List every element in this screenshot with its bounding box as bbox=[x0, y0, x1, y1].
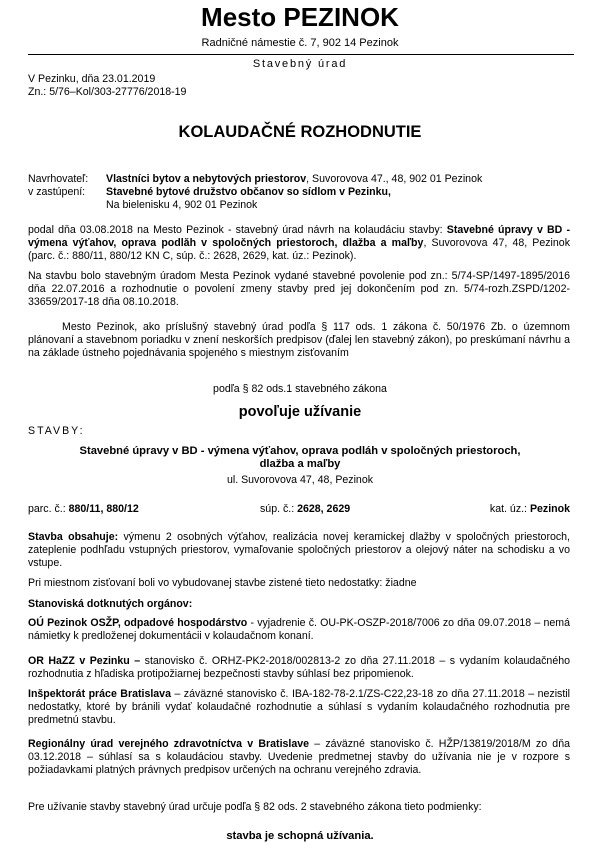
building-name bbox=[0, 445, 600, 471]
opinion-item bbox=[28, 617, 570, 643]
opinion-authority: Inšpektorát práce Bratislava bbox=[28, 688, 171, 700]
office-name: Stavebný úrad bbox=[252, 58, 348, 70]
law-reference: podľa § 82 ods.1 stavebného zákona bbox=[213, 383, 387, 395]
opinion-item bbox=[28, 688, 570, 728]
date-reference bbox=[28, 73, 186, 98]
building-name-line1: Stavebné úpravy v BD - výmena výťahov, oprava podláh v spoločných priestoroch, bbox=[79, 445, 521, 457]
parcel-number bbox=[28, 503, 139, 516]
opinion-authority: OR HaZZ v Pezinku – bbox=[28, 655, 141, 667]
registry-number bbox=[260, 503, 350, 516]
building-name-line2: dlažba a maľby bbox=[259, 458, 341, 471]
representative-address: Na bielenisku 4, 902 01 Pezinok bbox=[106, 199, 258, 212]
building-address: ul. Suvorovova 47, 48, Pezinok bbox=[226, 474, 374, 486]
opinion-item bbox=[28, 655, 570, 681]
reference-number: Zn.: 5/76–Kol/303-27776/2018-19 bbox=[28, 85, 187, 98]
building-contents bbox=[28, 531, 570, 571]
opinion-authority: Regionálny úrad verejného zdravotníctva v Bratislave bbox=[28, 738, 310, 750]
cadastral-area bbox=[490, 503, 570, 516]
applicant-address: , Suvorovova 47., 48, 902 01 Pezinok bbox=[306, 173, 483, 185]
opinions-title: Stanoviská dotknutých orgánov: bbox=[28, 598, 193, 610]
representative-name: Stavebné bytové družstvo občanov so sídlom v Pezinku, bbox=[106, 186, 391, 199]
registry-label: súp. č.: bbox=[260, 503, 298, 515]
representative-row bbox=[28, 186, 570, 212]
opinion-authority: OÚ Pezinok OSŽP, odpadové hospodárstvo bbox=[28, 617, 248, 629]
opinion-item bbox=[28, 738, 570, 778]
paragraph-application bbox=[28, 224, 570, 264]
contents-text: výmenu 2 osobných výťahov, realizácia novej keramickej dlažby v spoločných priestoroch, zateplenie podhľadu vstupných priestorov, vymaľovanie spoločných priestorov a olejový náter na schodisku a vo vstupe. bbox=[28, 531, 570, 570]
defects-line: Pri miestnom zisťovaní boli vo vybudovanej stavbe zistené tieto nedostatky: žiadne bbox=[28, 577, 417, 589]
application-building-name: Stavebné úpravy v BD - výmena výťahov, oprava podlăh v spoločných priestoroch, dlažba a maľby bbox=[28, 224, 571, 250]
contents-label: Stavba obsahuje: bbox=[28, 531, 119, 543]
parcel-label: parc. č.: bbox=[28, 503, 69, 515]
application-text-1: podal dňa 03.08.2018 na Mesto Pezinok - stavebný úrad návrh na kolaudáciu stavby: bbox=[28, 224, 447, 236]
parties bbox=[28, 173, 570, 213]
opinion-text: - vyjadrenie č. OU-PK-OSZP-2018/7006 zo dňa 09.07.2018 – nemá námietky k predloženej dokumentácii v kolaudačnom konaní. bbox=[28, 617, 570, 643]
document-title: KOLAUDAČNÉ ROZHODNUTIE bbox=[178, 123, 422, 141]
decision-heading: povoľuje užívanie bbox=[238, 404, 362, 420]
conclusion: stavba je schopná užívania. bbox=[226, 830, 374, 842]
applicant-label: Navrhovateľ: bbox=[28, 173, 89, 185]
conditions-intro: Pre užívanie stavby stavebný úrad určuje podľa § 82 ods. 2 stavebného zákona tieto podmienky: bbox=[28, 801, 482, 813]
representative-label: v zastúpení: bbox=[28, 186, 86, 199]
applicant-row bbox=[28, 173, 570, 186]
applicant-name: Vlastníci bytov a nebytových priestorov bbox=[106, 173, 307, 185]
opinion-text: – záväzné stanovisko č. HŽP/13819/2018/M zo dňa 03.12.2018 – súhlasí sa s kolaudáciou stavby. Uvedenie predmetnej stavby do užívania nie je v rozpore s požiadavkami platných právnych predpisov určených na ochranu verejného zdravia. bbox=[28, 738, 570, 777]
registry-value: 2628, 2629 bbox=[297, 503, 351, 515]
parcel-value: 880/11, 880/12 bbox=[68, 503, 139, 515]
city-address: Radničné námestie č. 7, 902 14 Pezinok bbox=[201, 37, 399, 49]
cadastral-value: Pezinok bbox=[529, 503, 570, 515]
opinion-text: stanovisko č. ORHZ-PK2-2018/002813-2 zo dňa 27.11.2018 – s vydaním kolaudačného rozhodnutia z hľadiska protipožiarnej bezpečnosti stavby súhlasí bez pripomienok. bbox=[28, 655, 570, 681]
stavby-label: STAVBY: bbox=[28, 425, 85, 437]
application-text-2: , Suvorovova 47, 48, Pezinok (parc. č.: 880/11, 880/12 KN C, súp. č.: 2628, 2629, kat. úz.: Pezinok). bbox=[28, 237, 570, 263]
paragraph-authority: Mesto Pezinok, ako príslušný stavebný úrad podľa § 117 ods. 1 zákona č. 50/1976 Zb. o územnom plánovaní a stavebnom poriadku v znení neskorších predpisov (ďalej len stavebný zákon), po preskúmaní návrhu a na základe ústneho pojednávania spojeného s miestnym zisťovaním bbox=[28, 321, 570, 360]
opinion-text: – záväzné stanovisko č. IBA-182-78-2.1/ZS-C22,23-18 zo dňa 27.11.2018 – nezistil nedostatky, ktoré by bránili vydať kolaudačné rozhodnutie a súhlasí s vydaním kolaudačného rozhodnutia pre predmetnú stavbu. bbox=[28, 688, 570, 727]
cadastral-label: kat. úz.: bbox=[489, 503, 530, 515]
city-title: Mesto PEZINOK bbox=[201, 2, 399, 32]
date-line: V Pezinku, dňa 23.01.2019 bbox=[28, 73, 156, 85]
paragraph-permits: Na stavbu bolo stavebným úradom Mesta Pezinok vydané stavebné povolenie pod zn.: 5/74-SP/1497-1895/2016 dňa 22.07.2016 a rozhodnutie o povolení zmeny stavby pred jej dokončením pod zn. 5/74-rozh.ZSPD/1202-33659/2017-18 dňa 08.10.2018. bbox=[28, 270, 570, 309]
header-divider bbox=[28, 54, 574, 55]
